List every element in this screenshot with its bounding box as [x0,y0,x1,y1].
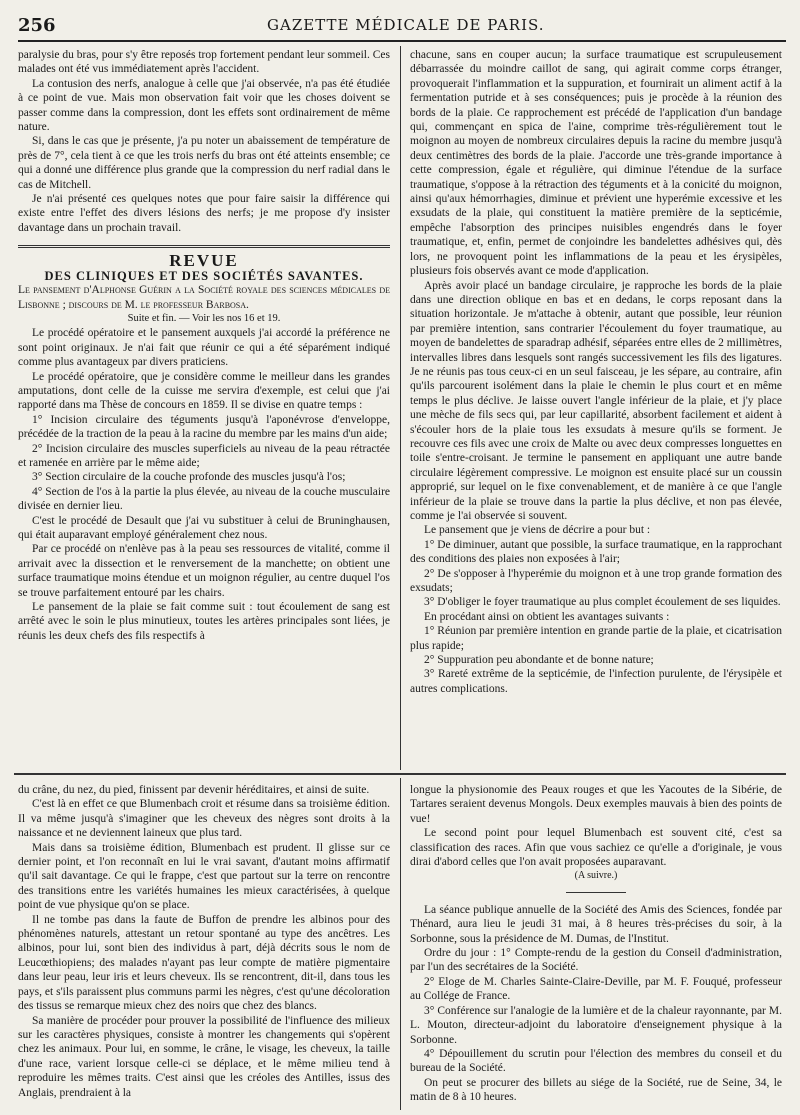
paragraph: Ordre du jour : 1° Compte-rendu de la gestion du Conseil d'administration, par l'un des secrétaires de la Société. [410,947,782,974]
paragraph: 3° Rareté extrême de la septicémie, de l'infection purulente, de l'érysipèle et autres complications. [410,668,782,695]
paragraph: C'est là en effet ce que Blumenbach croit et résume dans sa troisième édition. Il va même jusqu'à s'imaginer que les cheveux des nègres sont droits à la naissance et ne deviennent laineux que plus tard. [18,798,390,840]
paragraph: 2° De s'opposer à l'hyperémie du moignon et à une trop grande formation des exsudats; [410,567,782,595]
paragraph: La contusion des nerfs, analogue à celle que j'ai observée, n'a pas été étudiée à ce point de vue. Mais mon observation fait voir que les choses doivent se passer comme dans la compression, dont les effets sont ordinairement de même nature. [18,77,390,134]
paragraph: Si, dans le cas que je présente, j'a pu noter un abaissement de température de près de 7°, cela tient à ce que les trois nerfs du bras ont été atteints ensemble; ce qui a donné une différence plus grande que la compression du nerf radial dans le cas de Mitchell. [18,135,390,191]
column-divider-upper [400,46,401,770]
paragraph: La séance publique annuelle de la Société des Amis des Sciences, fondée par Thénard, aura lieu le jeudi 31 mai, à 8 heures très-précises du soir, à la Sorbonne, sous la présidence de M. Dumas, de l'Institut. [410,903,782,945]
paragraph: longue la physionomie des Peaux rouges et que les Yacoutes de la Sibérie, de Tartares seraient devenus Mongols. Deux exemples mauvais à bien des points de vue! [410,784,782,825]
column-lower-left [18,783,390,1108]
paragraph: 4° Section de l'os à la partie la plus élevée, au niveau de la couche musculaire divisée en dernier lieu. [18,485,390,513]
paragraph: 2° Incision circulaire des muscles superficiels au niveau de la peau rétractée et ramenée en arrière par le même aide; [18,442,390,469]
column-upper-right [410,48,782,768]
paragraph: Il ne tombe pas dans la faute de Buffon de prendre les albinos pour des phénomènes naturels, attestant un retour spontané au type des ancêtres. Les albinos, pour lui, sont bien des individus à part, déjà décrits sous le nom de Leucœthiopiens; des malades n'ayant pas leur compte de matière pigmentaire dans leur peau, leur iris et leurs cheveux. Ils se rencontrent, dit-il, dans tous les pays, et s'ils paraissent plus communs parmi les nègres, c'est qu'une décoloration des tissus se remarque mieux chez des noirs que chez des blancs. [18,913,390,1013]
short-divider [566,892,626,893]
paragraph: On peut se procurer des billets au siége de la Société, rue de Seine, 34, le matin de 8 à 10 heures. [410,1076,782,1104]
paragraph: du crâne, du nez, du pied, finissent par devenir héréditaires, et ainsi de suite. [18,784,370,796]
page-header [18,10,786,42]
paragraph: Après avoir placé un bandage circulaire, je rapproche les bords de la plaie dans une direction oblique en bas et en dedans, le corps reposant dans la situation horizontale. Je m'attache à obtenir, autant que possible, leur réunion par première intention, sans contrarier l'écoulement du foyer traumatique, au moyen de bandelettes de sparadrap adhésif, séparées entre elles de 2 millimètres, intervalles libres dans lesquels sont rangés successivement les fils des ligatures. Je ne réunis pas tous ceux-ci en un seul faisceau, je les sépare, au contraire, afin qu'ils parcourent isolément dans la plaie le chemin le plus court et en même temps le plus déclive. Je laisse ouvert l'angle inférieur de la plaie, et j'y place une mèche de fils secs qui, par leur capillarité, absorbent facilement et aident à s'écouler hors de la plaie tous les exsudats à mesure qu'ils se forment. Je recouvre ces fils avec une croix de Malte ou avec deux compresses longuettes en toile s'entre-croisant. Je termine le pansement en appliquant une autre bande circulaire légèrement compressive. Le moignon est ensuite placé sur un coussin approprié, sur lequel on le fixe convenablement, et de manière à ce que l'angle inférieur de la plaie se trouve dans la partie la plus déclive, et non pas élevée, comme je l'ai observée si souvent. [410,279,782,522]
paragraph: paralysie du bras, pour s'y être reposés trop fortement pendant leur sommeil. Ces malades ont été vus immédiatement après l'accident. [18,49,390,76]
paragraph: 3° Conférence sur l'analogie de la lumière et de la chaleur rayonnante, par M. L. Mouton, directeur-adjoint du laboratoire d'enseignement physique à la Sorbonne. [410,1004,782,1046]
paragraph: Sa manière de procéder pour prouver la possibilité de l'influence des milieux sur les caractères physiques, consiste à montrer les changements qui s'opèrent chez les animaux. Pour lui, en somme, le crâne, le visage, les cheveux, la taille d'une race, varient lorsque celle-ci se déplace, et le même milieu tend à reproduire les mêmes traits. C'est ainsi que les créoles des Antilles, issus des Anglais, prendraient à la [18,1014,390,1099]
paragraph: En procédant ainsi on obtient les avantages suivants : [424,610,670,623]
column-upper-left [18,48,390,768]
paragraph: 1° Réunion par première intention en grande partie de la plaie, et cicatrisation plus rapide; [410,625,782,652]
page-number: 256 [18,14,56,36]
continuation-note: Suite et fin. — Voir les nos 16 et 19. [127,312,281,324]
revue-subheading: DES CLINIQUES ET DES SOCIÉTÉS SAVANTES. [44,268,364,283]
paragraph: 2° Suppuration peu abondante et de bonne nature; [424,654,654,667]
section-divider [14,773,786,775]
paragraph: Mais dans sa troisième édition, Blumenbach est prudent. Il glisse sur ce dernier point, et l'on reconnaît en lui le vrai savant, d'autant moins affirmatif qu'il sait davantage. Ce qui le frappe, c'est que partout sur la terre on rencontre des transitions entre les variétés humaines les mieux caractérisées, à quelque point de vue physique qu'on se place. [18,841,390,912]
revue-heading: REVUE [169,251,239,271]
paragraph: chacune, sans en couper aucun; la surface traumatique est scrupuleusement débarrassée du moindre caillot de sang, qui agirait comme corps étranger, provoquerait l'inflammation et la suppuration, et fournirait un aliment actif à la fermentation putride et à ses conséquences; puis je procède à la réunion des bords de la plaie. Ce rapprochement est précédé de l'application d'un bandage qui, commençant en spica de l'aine, comprime très-régulièrement tout le moignon au moyen de nombreux circulaires depuis la racine du membre jusqu'à deux centimètres des bords de la plaie. J'accorde une très-grande importance à cette compression, égale et régulière, qui diminue l'étendue de la surface traumatique, s'oppose à la rétraction des téguments et à la conicité du moignon, ainsi qu'aux hémorrhagies, diminue et prévient une hyperémie excessive et les exsudats de la plaie, qui constituent la matière première de la septicémie, empêche l'absorption des principes nuisibles engendrés dans le foyer traumatique, et, enfin, permet de conjoindre les bandelettes adhésives qui, dès lors, ne provoquent point les inflammations de la peau et les érysipèles, plusieurs fois observés avant ce mode d'application. [410,49,782,278]
paragraph: Par ce procédé on n'enlève pas à la peau ses ressources de vitalité, comme il arrivait avec la dissection et le renversement de la manchette; on obtient une surface traumatique moins étendue et un moignon régulier, au centre duquel l'os se trouve parfaitement entouré par les chairs. [18,543,390,599]
paragraph: 1° Incision circulaire des téguments jusqu'à l'aponévrose d'enveloppe, précédée de la traction de la peau à la racine du membre par les mains d'un aide; [18,413,390,441]
paragraph: 3° D'obliger le foyer traumatique au plus complet écoulement de ses liquides. [424,596,781,609]
to-be-continued: (A suivre.) [574,870,618,882]
paragraph: C'est le procédé de Desault que j'ai vu substituer à celui de Bruninghausen, qui était auparavant employé généralement chez nous. [18,514,390,541]
paragraph: Le pansement que je viens de décrire a pour but : [424,524,651,537]
paragraph: 3° Section circulaire de la couche profonde des muscles jusqu'à l'os; [32,471,346,484]
paragraph: Le pansement de la plaie se fait comme suit : tout écoulement de sang est arrêté avec le soin le plus minutieux, toutes les artères principales sont liées, je réunis les deux chefs des fils respectifs à [18,601,390,642]
journal-title: GAZETTE MÉDICALE DE PARIS. [267,16,545,34]
paragraph: 4° Dépouillement du scrutin pour l'élection des membres du conseil et du bureau de la Société. [410,1047,782,1075]
paragraph: Le second point pour lequel Blumenbach est souvent cité, c'est sa classification des races. Afin que vous sachiez ce qu'elle a d'originale, je vous dirai d'abord celles que l'on avait proposées auparavant. [410,827,782,869]
column-divider-lower [400,778,401,1110]
section-rule [18,245,390,248]
paragraph: Je n'ai présenté ces quelques notes que pour faire saisir la différence qui existe entre l'effet des divers lésions des nerfs; je me propose d'y insister davantage dans un prochain travail. [18,193,390,234]
paragraph: 1° De diminuer, autant que possible, la surface traumatique, en la rapprochant des conditions des plaies non exposées à l'air; [410,538,782,566]
column-lower-right [410,783,782,1108]
article-title: Le pansement d'Alphonse Guérin a la Société royale des sciences médicales de Lisbonne ; discours de M. le professeur Barbosa. [18,284,390,311]
paragraph: 2° Eloge de M. Charles Sainte-Claire-Deville, par M. F. Fouqué, professeur au Collége de France. [410,975,782,1003]
paragraph: Le procédé opératoire et le pansement auxquels j'ai accordé la préférence ne sont point originaux. Je n'ai fait que réunir ce qui a été séparément indiqué comme plus avantageux par divers praticiens. [18,327,390,369]
paragraph: Le procédé opératoire, que je considère comme le meilleur dans les grandes amputations, dont celle de la cuisse me servira d'exemple, est celui que j'ai rapporté dans ma Thèse de concours en 1859. Il se divise en quatre temps : [18,370,390,412]
